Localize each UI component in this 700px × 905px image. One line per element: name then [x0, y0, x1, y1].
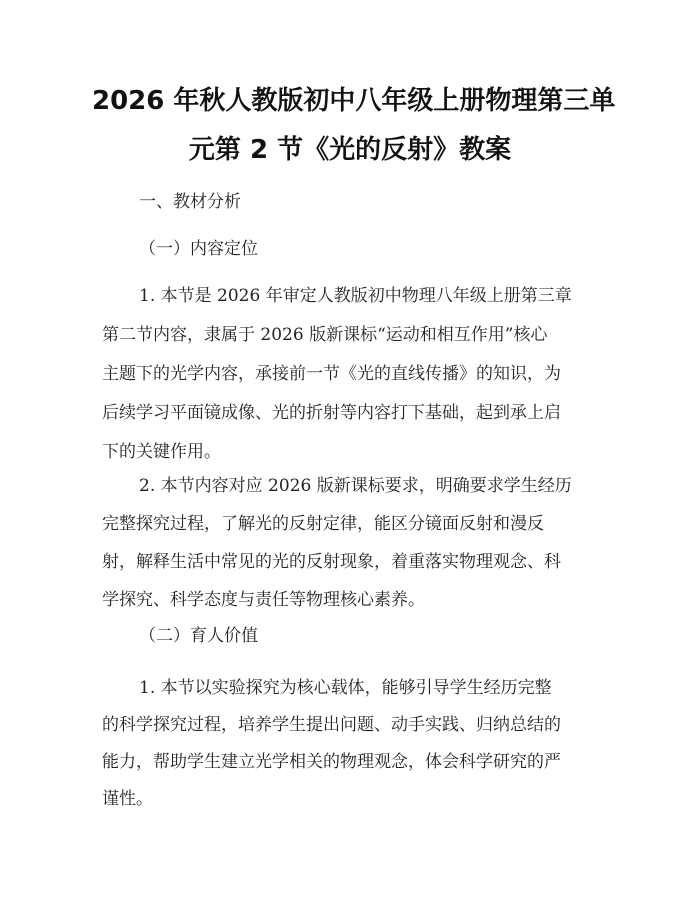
paragraph-1-line: 第二节内容，隶属于 2026 版新课标“运动和相互作用”核心 — [102, 325, 548, 345]
subsection-heading-content-positioning: （一）内容定位 — [139, 239, 258, 259]
paragraph-3-line: 能力，帮助学生建立光学相关的物理观念，体会科学研究的严 — [102, 752, 561, 772]
section-heading-textbook-analysis: 一、教材分析 — [139, 192, 241, 212]
paragraph-1-line: 主题下的光学内容，承接前一节《光的直线传播》的知识，为 — [102, 364, 561, 384]
paragraph-2-line: 完整探究过程，了解光的反射定律，能区分镜面反射和漫反 — [102, 514, 544, 534]
paragraph-3-line: 的科学探究过程，培养学生提出问题、动手实践、归纳总结的 — [102, 715, 561, 735]
subsection-heading-educational-value: （二）育人价值 — [139, 626, 258, 646]
document-title-line-2: 元第 2 节《光的反射》教案 — [188, 135, 512, 165]
paragraph-2-line: 射，解释生活中常见的光的反射现象，着重落实物理观念、科 — [102, 552, 561, 572]
document-title-line-1: 2026 年秋人教版初中八年级上册物理第三单 — [92, 86, 616, 116]
paragraph-3-line: 谨性。 — [102, 789, 153, 809]
paragraph-1-line: 下的关键作用。 — [102, 442, 221, 462]
paragraph-1-line: 1. 本节是 2026 年审定人教版初中物理八年级上册第三章 — [139, 286, 572, 306]
paragraph-3-line: 1. 本节以实验探究为核心载体，能够引导学生经历完整 — [139, 678, 552, 698]
paragraph-2-line: 2. 本节内容对应 2026 版新课标要求，明确要求学生经历 — [139, 476, 572, 496]
paragraph-2-line: 学探究、科学态度与责任等物理核心素养。 — [102, 590, 425, 610]
paragraph-1-line: 后续学习平面镜成像、光的折射等内容打下基础，起到承上启 — [102, 403, 561, 423]
